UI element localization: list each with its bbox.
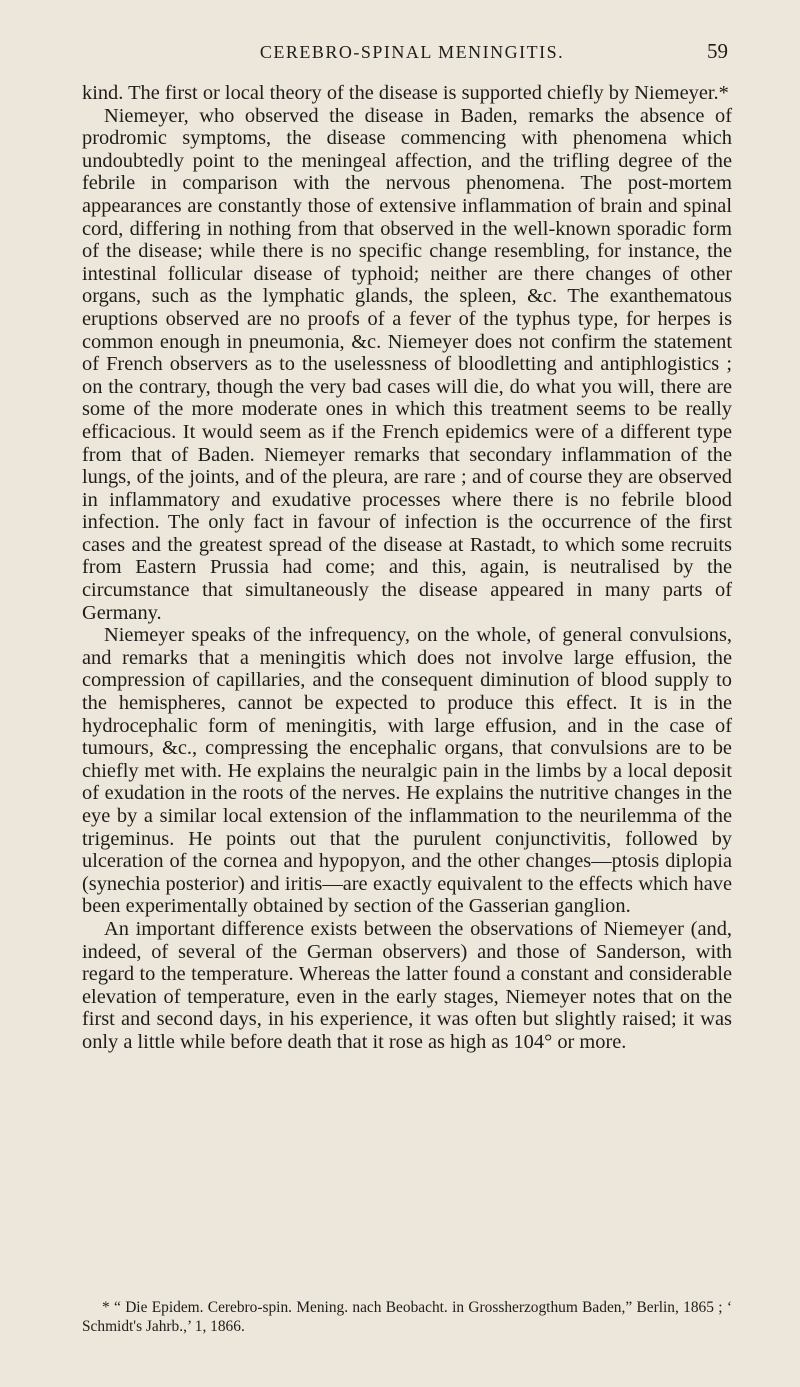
body-text — [82, 82, 732, 1054]
page-number: 59 — [707, 39, 728, 63]
paragraph: An important difference exists between the observations of Niemeyer (and, indeed, of several of the German observers) and those of Sanderson, with regard to the temperature. Whereas the latter found a constant and considerable elevation of temperature, even in the early stages, Niemeyer notes that on the first and second days, in his experience, it was often but slightly raised; it was only a little while before death that it rose as high as 104° or more. — [82, 917, 732, 1053]
paragraph: kind. The first or local theory of the disease is supported chiefly by Niemeyer.* — [82, 82, 729, 104]
paragraph: Niemeyer, who observed the disease in Baden, remarks the absence of prodromic symptoms, the disease commencing with phenomena which undoubtedly point to the meningeal affection, and the trifling degree of the febrile in comparison with the nervous phenomena. The post-mortem appearances are constantly those of extensive inflammation of brain and spinal cord, differing in nothing from that observed in the well-known sporadic form of the disease; while there is no specific change resembling, for instance, the intestinal follicular disease of typhoid; neither are there changes of other organs, such as the lymphatic glands, the spleen, &c. The exanthematous eruptions observed are no proofs of a fever of the typhus type, for herpes is common enough in pneumonia, &c. Niemeyer does not confirm the statement of French observers as to the uselessness of bloodletting and antiphlogistics ; on the contrary, though the very bad cases will die, do what you will, there are some of the more moderate ones in which this treatment seems to be really efficacious. It would seem as if the French epidemics were of a different type from that of Baden. Niemeyer remarks that secondary inflammation of the lungs, of the joints, and of the pleura, are rare ; and of course they are observed in inflammatory and exudative processes where there is no febrile blood infection. The only fact in favour of infection is the occurrence of the first cases and the greatest spread of the disease at Rastadt, to which some recruits from Eastern Prussia had come; and this, again, is neutralised by the circumstance that simultaneously the disease appeared in many parts of Germany. — [82, 104, 732, 624]
paragraph: Niemeyer speaks of the infrequency, on the whole, of general convulsions, and remarks that a meningitis which does not involve large effusion, the compression of capillaries, and the consequent diminution of blood supply to the hemispheres, cannot be expected to produce this effect. It is in the hydrocephalic form of meningitis, with large effusion, and in the case of tumours, &c., compressing the encephalic organs, that convulsions are to be chiefly met with. He explains the neuralgic pain in the limbs by a local deposit of exudation in the roots of the nerves. He explains the nutritive changes in the eye by a similar local extension of the inflammation to the neurilemma of the trigeminus. He points out that the purulent conjunctivitis, followed by ulceration of the cornea and hypopyon, and the other changes—ptosis diplopia (synechia posterior) and iritis—are exactly equivalent to the effects which have been experimentally obtained by section of the Gasserian ganglion. — [82, 624, 732, 918]
running-title: CEREBRO-SPINAL MENINGITIS. — [259, 42, 565, 62]
running-head — [96, 39, 728, 72]
footnote: * “ Die Epidem. Cerebro-spin. Mening. nach Beobacht. in Grossherzogthum Baden,” Berlin, 1865 ; ‘ Schmidt's Jahrb.,’ 1, 1866. — [82, 1299, 732, 1335]
